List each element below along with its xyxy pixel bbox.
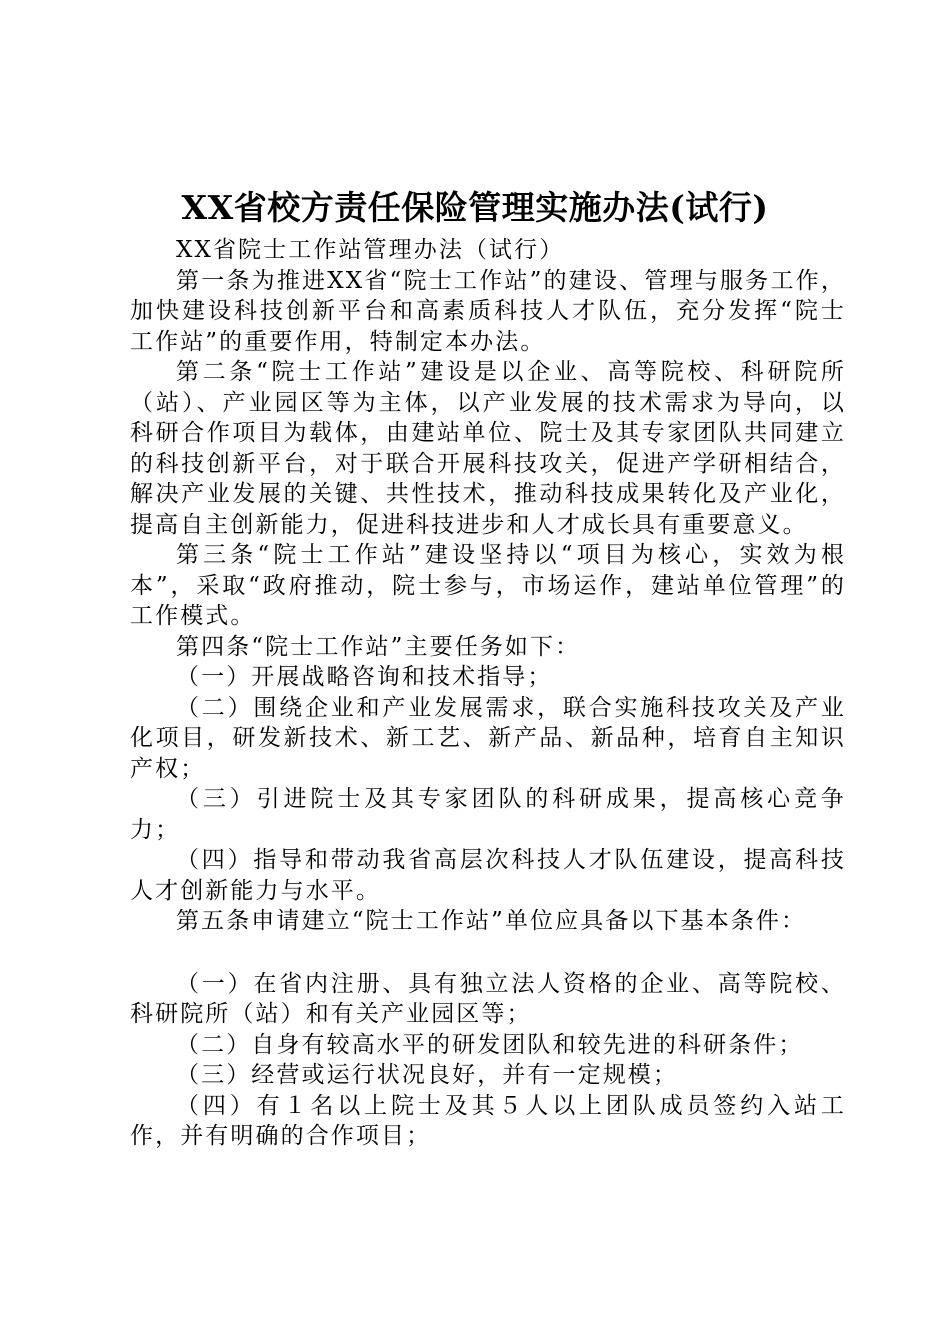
article-5-item-4: （四）有１名以上院士及其５人以上团队成员签约入站工作，并有明确的合作项目； <box>130 1092 846 1149</box>
article-5: 第五条申请建立“院士工作站”单位应具备以下基本条件： <box>176 908 807 934</box>
article-5-item-1: （一）在省内注册、具有独立法人资格的企业、高等院校、科研院所（站）和有关产业园区等； <box>130 970 846 1027</box>
article-5-item-2: （二）自身有较高水平的研发团队和较先进的科研条件； <box>176 1031 804 1058</box>
article-5-item-3: （三）经营或运行状况良好，并有一定规模； <box>176 1062 678 1088</box>
article-4-item-1: （一）开展战略咨询和技术指导； <box>176 664 553 690</box>
document-body <box>130 235 846 1152</box>
article-1: 第一条为推进XX省“院士工作站”的建设、管理与服务工作，加快建设科技创新平台和高素质科技人才队伍，充分发挥“院士工作站”的重要作用，特制定本办法。 <box>130 267 846 355</box>
article-2: 第二条“院士工作站”建设是以企业、高等院校、科研院所（站）、产业园区等为主体，以产业发展的技术需求为导向，以科研合作项目为载体，由建站单位、院士及其专家团队共同建立的科技创新平台，对于联合开展科技攻关，促进产学研相结合，解决产业发展的关键、共性技术，推动科技成果转化及产业化，提高自主创新能力，促进科技进步和人才成长具有重要意义。 <box>130 359 846 538</box>
article-4-item-3: （三）引进院士及其专家团队的科研成果，提高核心竞争力； <box>130 786 846 843</box>
article-3: 第三条“院士工作站”建设坚持以“项目为核心，实效为根本”，采取“政府推动，院士参与，市场运作，建站单位管理”的工作模式。 <box>130 542 846 629</box>
document-title: XX省校方责任保险管理实施办法(试行) <box>181 188 769 227</box>
paragraph-spacer <box>130 937 846 969</box>
article-4-item-2: （二）围绕企业和产业发展需求，联合实施科技攻关及产业化项目，研发新技术、新工艺、新产品、新品种，培育自主知识产权； <box>130 694 846 782</box>
article-4: 第四条“院士工作站”主要任务如下： <box>176 633 581 660</box>
article-4-item-4: （四）指导和带动我省高层次科技人才队伍建设，提高科技人才创新能力与水平。 <box>130 847 846 904</box>
document-subtitle: XX省院士工作站管理办法（试行） <box>176 237 565 263</box>
